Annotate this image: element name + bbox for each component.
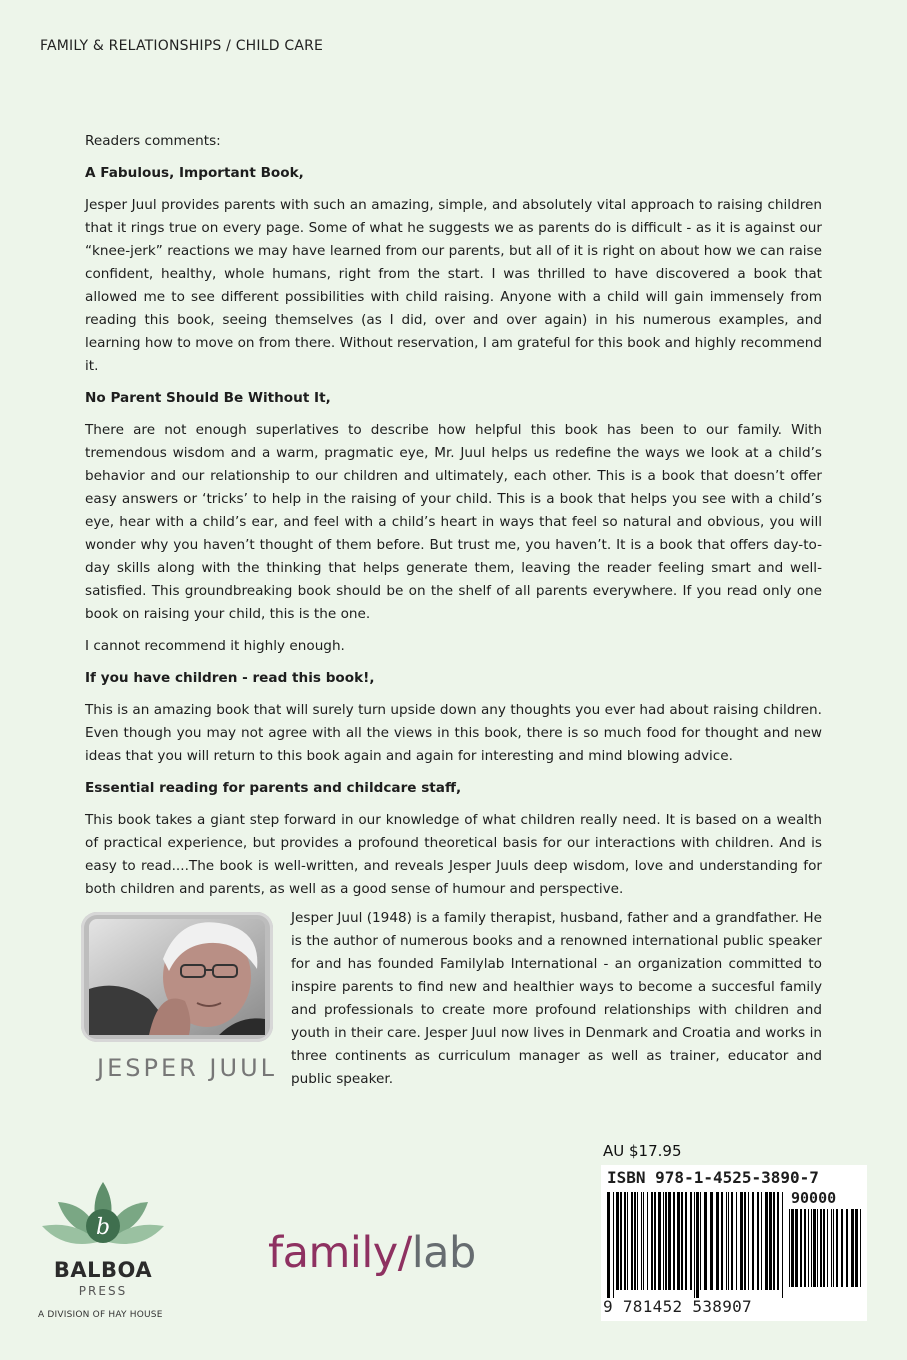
reader-reviews <box>85 130 822 910</box>
barcode-bar <box>731 1192 733 1290</box>
familylab-slash: / <box>397 1228 412 1278</box>
barcode-bar <box>761 1192 762 1290</box>
author-portrait-image <box>89 919 265 1035</box>
barcode-bar <box>694 1192 695 1298</box>
barcode-bar <box>831 1209 832 1287</box>
barcode-bar <box>804 1209 806 1287</box>
familylab-logo <box>268 1228 476 1278</box>
familylab-part2: lab <box>411 1228 476 1278</box>
category-label: FAMILY & RELATIONSHIPS / CHILD CARE <box>40 38 324 54</box>
review-body: There are not enough superlatives to describe how helpful this book has been to our family. With tremendous wisdom and a warm, pragmatic eye, Mr. Juul helps us redefine the ways we look at a child’s behavior and our relationship to our children and ultimately, each other. This is a book that doesn’t offer easy answers or ‘tricks’ to help in the raising of your child. This is a book that helps you see with a child’s eye, hear with a child’s ear, and feel with a child’s heart in ways that feel so natural and obvious, you will wonder why you haven’t thought of them before. But trust me, you haven’t. It is a book that offers day-to-day skills along with the thinking that helps generate them, leaving the reader feeling smart and well-satisfied. This groundbreaking book should be on the shelf of all parents everywhere. If you read only one book on raising your child, this is the one. <box>85 422 822 622</box>
barcode-bar <box>641 1192 642 1290</box>
barcode-bar <box>851 1209 854 1287</box>
review-body: Jesper Juul provides parents with such an amazing, simple, and absolutely vital approach to raising children that it rings true on every page. Some of what he suggests we as parents do is difficult - as it is against our “knee-jerk” reactions we may have learned from our parents, but all of it is right on about how we can raise confident, healthy, whole humans, right from the start. I was thrilled to have discovered a book that allowed me to see different possibilities with child raising. Anyone with a child will gain immensely from reading this book, seeing themselves (as I did, over and over again) in his numerous examples, and learning how to move on from there. Without reservation, I am grateful for this book and highly recommend it. <box>85 197 822 374</box>
barcode-bar <box>654 1192 656 1290</box>
barcode-bar <box>721 1192 723 1290</box>
barcode-bar <box>700 1192 701 1290</box>
barcode-bar <box>827 1209 828 1287</box>
balboa-press-logo <box>38 1180 178 1325</box>
barcode-bar <box>677 1192 680 1290</box>
barcode-bar <box>690 1192 692 1290</box>
barcode-bar <box>836 1209 838 1287</box>
barcode-bar <box>651 1192 653 1290</box>
barcode-bar <box>643 1192 644 1290</box>
barcode-bar <box>855 1209 858 1287</box>
barcode-bar <box>744 1192 746 1290</box>
barcode-addon-bars <box>789 1209 863 1295</box>
barcode-bar <box>668 1192 671 1290</box>
barcode-bar <box>782 1192 783 1298</box>
barcode-bar <box>634 1192 636 1290</box>
barcode-bar <box>624 1192 626 1290</box>
barcode-bar <box>704 1192 707 1290</box>
barcode-bar <box>710 1192 713 1290</box>
barcode-bar <box>800 1209 802 1287</box>
barcode-bar <box>685 1192 687 1290</box>
barcode-bar <box>681 1192 683 1290</box>
barcode-bar <box>841 1209 843 1287</box>
barcode-digits: 9 781452 538907 <box>603 1297 752 1316</box>
familylab-part1: family <box>268 1228 398 1278</box>
barcode-bar <box>820 1209 822 1287</box>
review-extra: I cannot recommend it highly enough. <box>85 638 345 654</box>
author-photo <box>81 912 273 1042</box>
barcode-bar <box>627 1192 628 1290</box>
barcode-bar <box>647 1192 648 1290</box>
barcode-bar <box>813 1209 816 1287</box>
publisher-name: BALBOA <box>53 1258 153 1282</box>
barcode-bar <box>765 1192 768 1290</box>
barcode-bar <box>823 1209 825 1287</box>
svg-text:b: b <box>95 1215 111 1240</box>
barcode-bar <box>665 1192 667 1290</box>
barcode-bar <box>757 1192 759 1290</box>
barcode-bar <box>736 1192 737 1290</box>
isbn-label: ISBN 978-1-4525-3890-7 <box>607 1168 819 1187</box>
barcode-bar <box>616 1192 619 1290</box>
barcode-bar <box>637 1192 638 1290</box>
barcode-bar <box>791 1209 794 1287</box>
barcode-bar <box>663 1192 664 1290</box>
barcode-bar <box>777 1192 779 1290</box>
review-title: Essential reading for parents and childcare staff, <box>85 780 462 796</box>
barcode-bar <box>773 1192 775 1290</box>
review-title: No Parent Should Be Without It, <box>85 390 331 406</box>
barcode-bar <box>716 1192 719 1290</box>
review-title: If you have children - read this book!, <box>85 670 375 686</box>
publisher-sub: PRESS <box>78 1284 128 1298</box>
barcode-bar <box>631 1192 633 1290</box>
barcode-bar <box>620 1192 622 1290</box>
barcode-bar <box>752 1192 754 1290</box>
review-body: This is an amazing book that will surely turn upside down any thoughts you ever had about raising children. Even though you may not agree with all the views in this book, there is so much food for thought and new ideas that you will return to this book again and again for interesting and mind blowing advice. <box>85 702 822 764</box>
barcode-bar <box>789 1209 790 1287</box>
barcode-bar <box>696 1192 699 1298</box>
lotus-icon <box>38 1180 168 1260</box>
review-title: A Fabulous, Important Book, <box>85 165 304 181</box>
barcode-bar <box>748 1192 749 1290</box>
barcode-bar <box>613 1192 614 1298</box>
barcode-bar <box>726 1192 727 1290</box>
isbn-barcode <box>601 1165 867 1321</box>
barcode-bar <box>811 1209 812 1287</box>
barcode-bar <box>769 1192 772 1290</box>
barcode-bar <box>658 1192 661 1290</box>
barcode-bar <box>846 1209 848 1287</box>
author-bio: Jesper Juul (1948) is a family therapist, husband, father and a grandfather. He is the author of numerous books and a renowned international public speaker for and has founded Familylab International - an organization committed to inspire parents to find new and healthier ways to become a succesful family and professionals to create more profound relationships with children and youth in their care. Jesper Juul now lives in Denmark and Croatia and works in three continents as curriculum manager as well as trainer, educator and public speaker. <box>291 910 822 1087</box>
barcode-bar <box>740 1192 743 1290</box>
publisher-division: A DIVISION OF HAY HOUSE <box>38 1310 163 1320</box>
barcode-bar <box>673 1192 675 1290</box>
review-body: This book takes a giant step forward in our knowledge of what children really need. It is based on a wealth of practical experience, but provides a profound theoretical basis for our interactions with children. And is easy to read....The book is well-written, and reveals Jesper Juuls deep wisdom, love and understanding for both children and parents, as well as a good sense of humour and perspective. <box>85 812 822 897</box>
barcode-bar <box>817 1209 818 1287</box>
barcode-bar <box>833 1209 834 1287</box>
author-name: JESPER JUUL <box>97 1054 277 1082</box>
barcode-bar <box>860 1209 861 1287</box>
barcode-bar <box>728 1192 729 1290</box>
barcode-bar <box>795 1209 798 1287</box>
barcode-addon: 90000 <box>791 1189 837 1207</box>
barcode-bar <box>607 1192 610 1298</box>
barcode-main-bars <box>607 1192 785 1298</box>
barcode-bar <box>808 1209 809 1287</box>
reviews-intro: Readers comments: <box>85 133 221 149</box>
price-label: AU $17.95 <box>603 1142 682 1160</box>
